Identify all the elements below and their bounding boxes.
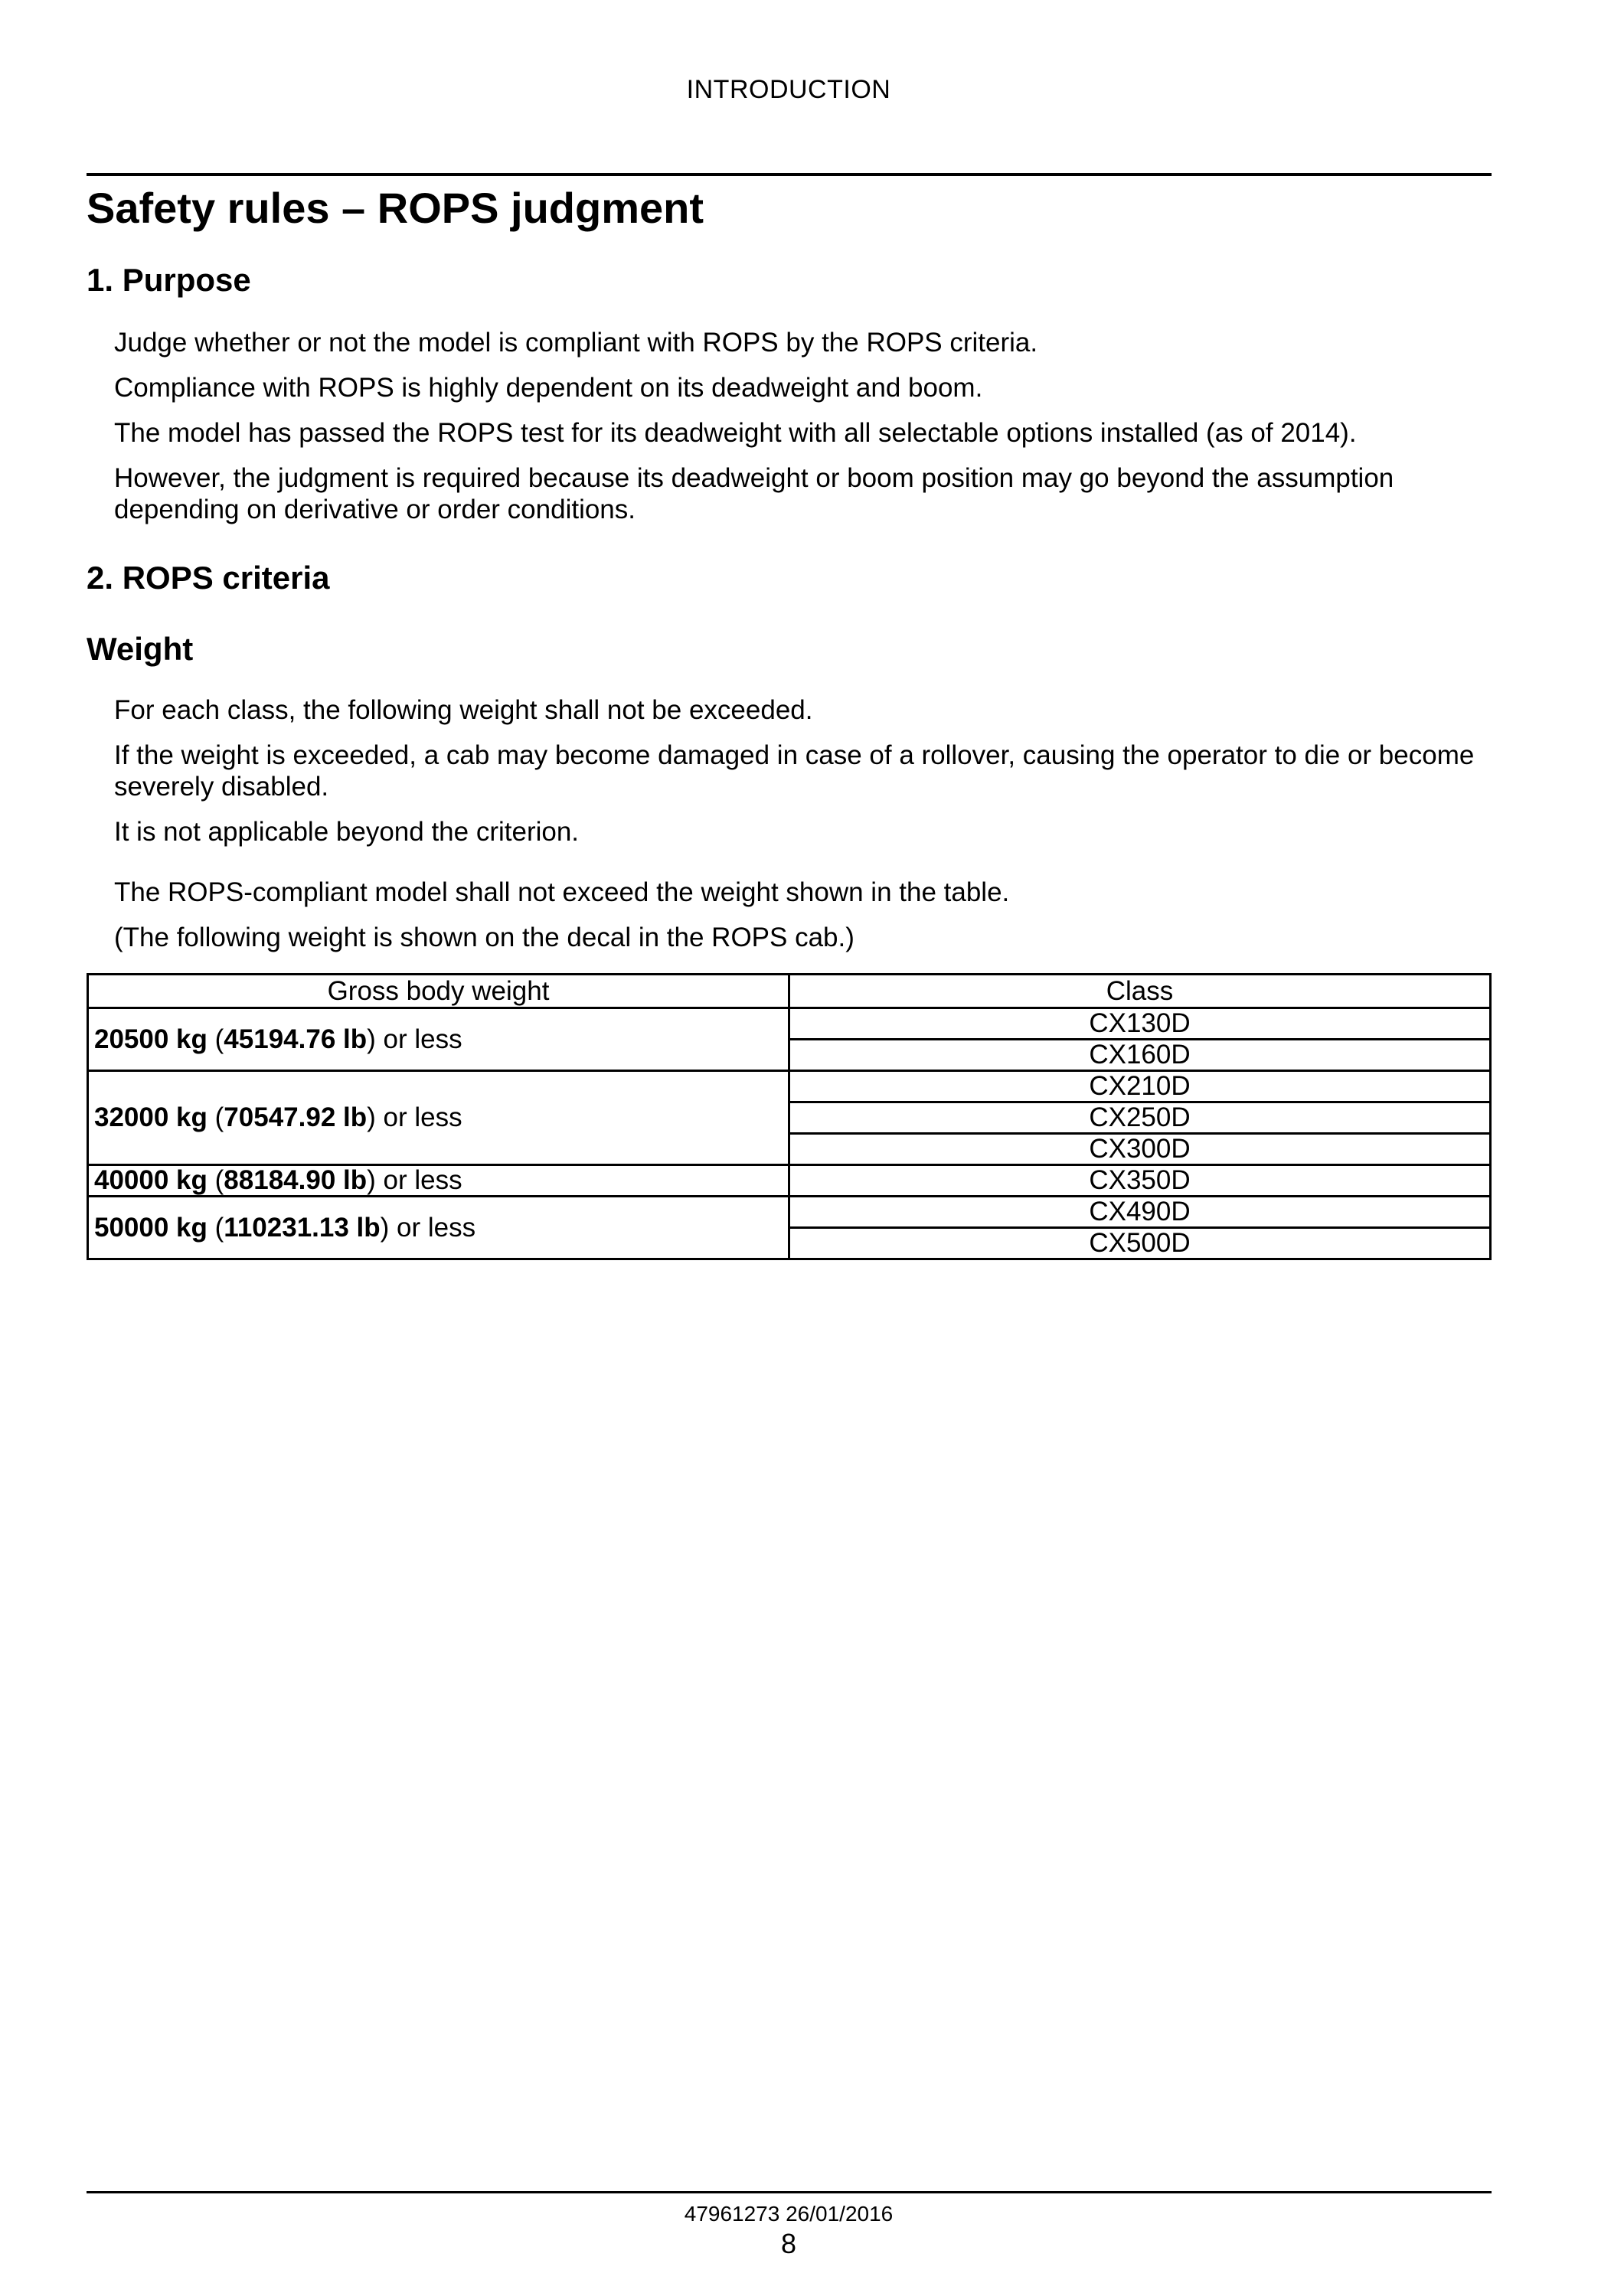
class-cell: CX250D: [789, 1102, 1491, 1134]
table-header-row: [88, 975, 1491, 1008]
weight-cell: 50000 kg (110231.13 lb) or less: [88, 1197, 789, 1259]
criteria-paragraph: It is not applicable beyond the criterion.: [114, 817, 580, 847]
weight-lb: 45194.76 lb: [224, 1024, 368, 1054]
rops-weight-table: [87, 973, 1492, 1260]
class-cell: CX160D: [789, 1040, 1491, 1071]
weight-suffix: or less: [389, 1212, 476, 1243]
purpose-paragraph: Compliance with ROPS is highly dependent on its deadweight and boom.: [114, 373, 983, 403]
weight-suffix: or less: [375, 1165, 462, 1195]
table-row: [88, 1071, 1491, 1102]
class-cell: CX210D: [789, 1071, 1491, 1102]
running-header: INTRODUCTION: [686, 75, 891, 104]
weight-kg: 50000 kg: [94, 1212, 207, 1243]
purpose-paragraph: However, the judgment is required because its deadweight or boom position may go beyond the assumption depending on derivative or order conditions.: [114, 463, 1394, 524]
weight-subheading: Weight: [87, 631, 194, 667]
criteria-paragraph: For each class, the following weight shall not be exceeded.: [114, 695, 813, 725]
table-row: [88, 1165, 1491, 1197]
weight-lb: 70547.92 lb: [224, 1102, 368, 1132]
criteria-heading: 2. ROPS criteria: [87, 560, 330, 596]
page-number: 8: [780, 2228, 797, 2259]
class-cell: CX490D: [789, 1197, 1491, 1228]
class-cell: CX500D: [789, 1228, 1491, 1259]
weight-cell: 20500 kg (45194.76 lb) or less: [88, 1008, 789, 1071]
criteria-paragraph: If the weight is exceeded, a cab may become damaged in case of a rollover, causing the operator to die or become severely disabled.: [114, 740, 1475, 802]
weight-suffix: or less: [375, 1102, 462, 1132]
table-row: [88, 1197, 1491, 1228]
criteria-paragraph: (The following weight is shown on the decal in the ROPS cab.): [114, 923, 854, 952]
weight-kg: 32000 kg: [94, 1102, 207, 1132]
weight-kg: 20500 kg: [94, 1024, 207, 1054]
table-row: [88, 1008, 1491, 1040]
top-rule: [87, 173, 1492, 176]
weight-lb: 110231.13 lb: [224, 1212, 381, 1243]
column-header-gross-body-weight: Gross body weight: [88, 975, 789, 1008]
class-cell: CX350D: [789, 1165, 1491, 1197]
column-header-class: Class: [789, 975, 1491, 1008]
document-reference: 47961273 26/01/2016: [684, 2202, 894, 2226]
weight-suffix: or less: [375, 1024, 462, 1054]
class-cell: CX300D: [789, 1134, 1491, 1165]
class-cell: CX130D: [789, 1008, 1491, 1040]
criteria-paragraph: The ROPS-compliant model shall not exceed the weight shown in the table.: [114, 877, 1010, 907]
purpose-heading: 1. Purpose: [87, 262, 251, 298]
purpose-paragraph: Judge whether or not the model is compliant with ROPS by the ROPS criteria.: [114, 328, 1038, 358]
weight-lb: 88184.90 lb: [224, 1165, 368, 1195]
page-title: Safety rules – ROPS judgment: [87, 184, 704, 232]
bottom-rule: [87, 2191, 1492, 2193]
weight-kg: 40000 kg: [94, 1165, 207, 1195]
purpose-paragraph: The model has passed the ROPS test for its deadweight with all selectable options installed (as of 2014).: [114, 418, 1357, 448]
weight-cell: 32000 kg (70547.92 lb) or less: [88, 1071, 789, 1165]
weight-cell: 40000 kg (88184.90 lb) or less: [88, 1165, 789, 1197]
